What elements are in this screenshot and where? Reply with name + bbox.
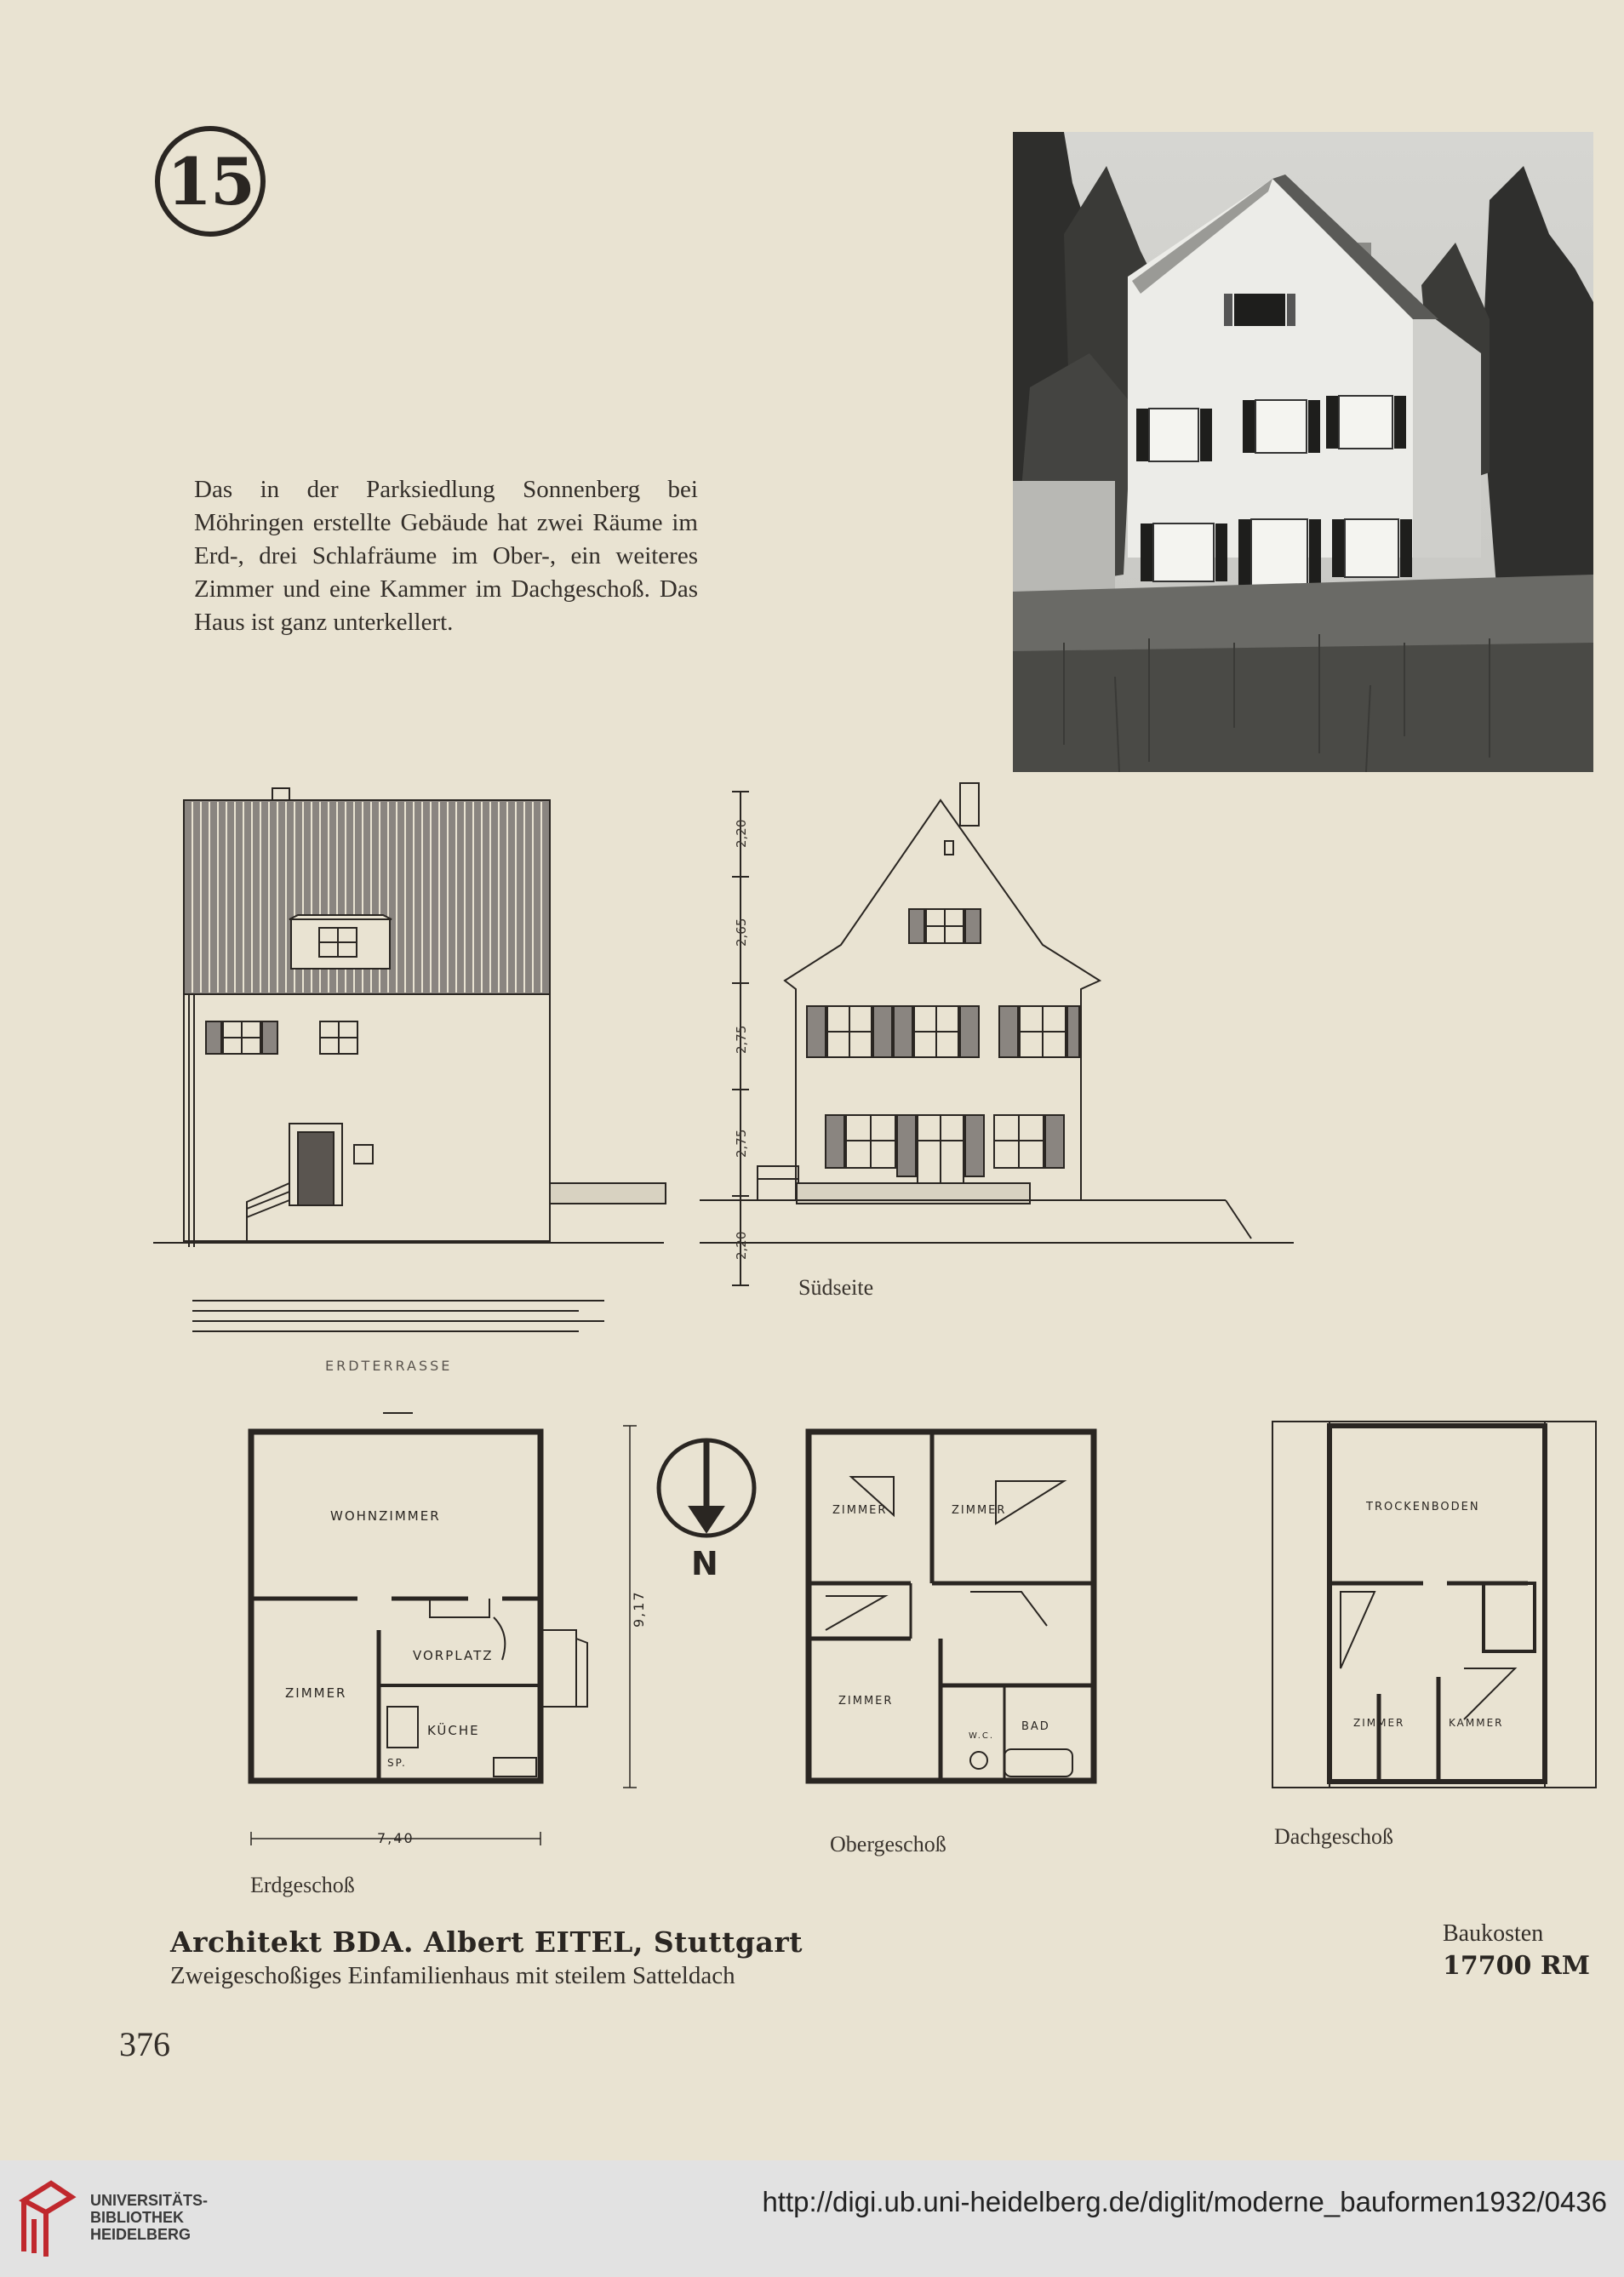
upper-room-zimmer-3: ZIMMER (838, 1695, 894, 1708)
plate-number-badge (155, 126, 266, 237)
attic-room-zimmer: ZIMMER (1353, 1717, 1405, 1729)
architect-credit: Architekt BDA. Albert EITEL, Stuttgart (170, 1925, 803, 1959)
attic-room-trockenboden: TROCKENBODEN (1366, 1501, 1480, 1513)
intro-text: Das in der Parksiedlung Sonnenberg bei Möhringen erstellte Gebäude hat zwei Räume im Erd-, drei Schlafräume im Ober-, ein weiteres Zimmer und eine Kammer im Dachgeschoß. Das Haus ist ganz unterkellert. (194, 476, 698, 636)
library-name-line-2: BIBLIOTHEK (90, 2209, 184, 2226)
ground-width-dim: 7,40 (377, 1830, 415, 1846)
library-name-line-1: UNIVERSITÄTS- (90, 2192, 209, 2209)
plate-number: 15 (167, 143, 254, 220)
ground-room-zimmer: ZIMMER (285, 1685, 347, 1701)
ground-room-vorplatz: VORPLATZ (413, 1648, 494, 1663)
ground-depth-dim: 9,17 (631, 1590, 647, 1628)
dim-label-2: 2,65 (734, 918, 749, 947)
house-photograph (1013, 132, 1593, 772)
terrace-label: ERDTERRASSE (325, 1358, 453, 1374)
upper-room-zimmer-2: ZIMMER (952, 1504, 1007, 1517)
upper-room-wc: W.C. (969, 1731, 995, 1741)
upper-room-zimmer-1: ZIMMER (832, 1504, 888, 1517)
source-url-link[interactable]: http://digi.ub.uni-heidelberg.de/diglit/moderne_bauformen1932/0436 (762, 2186, 1607, 2217)
dim-label-3: 2,75 (734, 1025, 749, 1054)
attic-floor-caption: Dachgeschoß (1274, 1824, 1394, 1849)
ground-room-wohnzimmer: WOHNZIMMER (330, 1508, 441, 1524)
south-side-caption: Südseite (798, 1275, 874, 1300)
dim-label-5: 2,20 (734, 1231, 749, 1260)
north-label: N (691, 1545, 718, 1582)
upper-floor-caption: Obergeschoß (830, 1832, 946, 1856)
digitization-footer (0, 2160, 1624, 2277)
cost-value: 17700 RM (1443, 1951, 1590, 1981)
dim-label-4: 2,75 (734, 1129, 749, 1158)
university-library-logo-icon (17, 2175, 78, 2260)
dim-label-1: 2,20 (734, 819, 749, 848)
library-name-line-3: HEIDELBERG (90, 2226, 192, 2243)
elevation-drawings (145, 766, 1302, 1387)
ground-room-kueche: KÜCHE (427, 1723, 480, 1738)
attic-room-kammer: KAMMER (1449, 1717, 1504, 1729)
house-description: Zweigeschoßiges Einfamilienhaus mit steilem Satteldach (170, 1962, 735, 1989)
ground-room-sp: SP. (387, 1757, 407, 1769)
page-number: 376 (119, 2025, 170, 2063)
ground-floor-caption: Erdgeschoß (250, 1873, 355, 1897)
library-name (90, 2192, 208, 2243)
cost-label: Baukosten (1443, 1920, 1544, 1947)
upper-room-bad: BAD (1021, 1720, 1050, 1733)
